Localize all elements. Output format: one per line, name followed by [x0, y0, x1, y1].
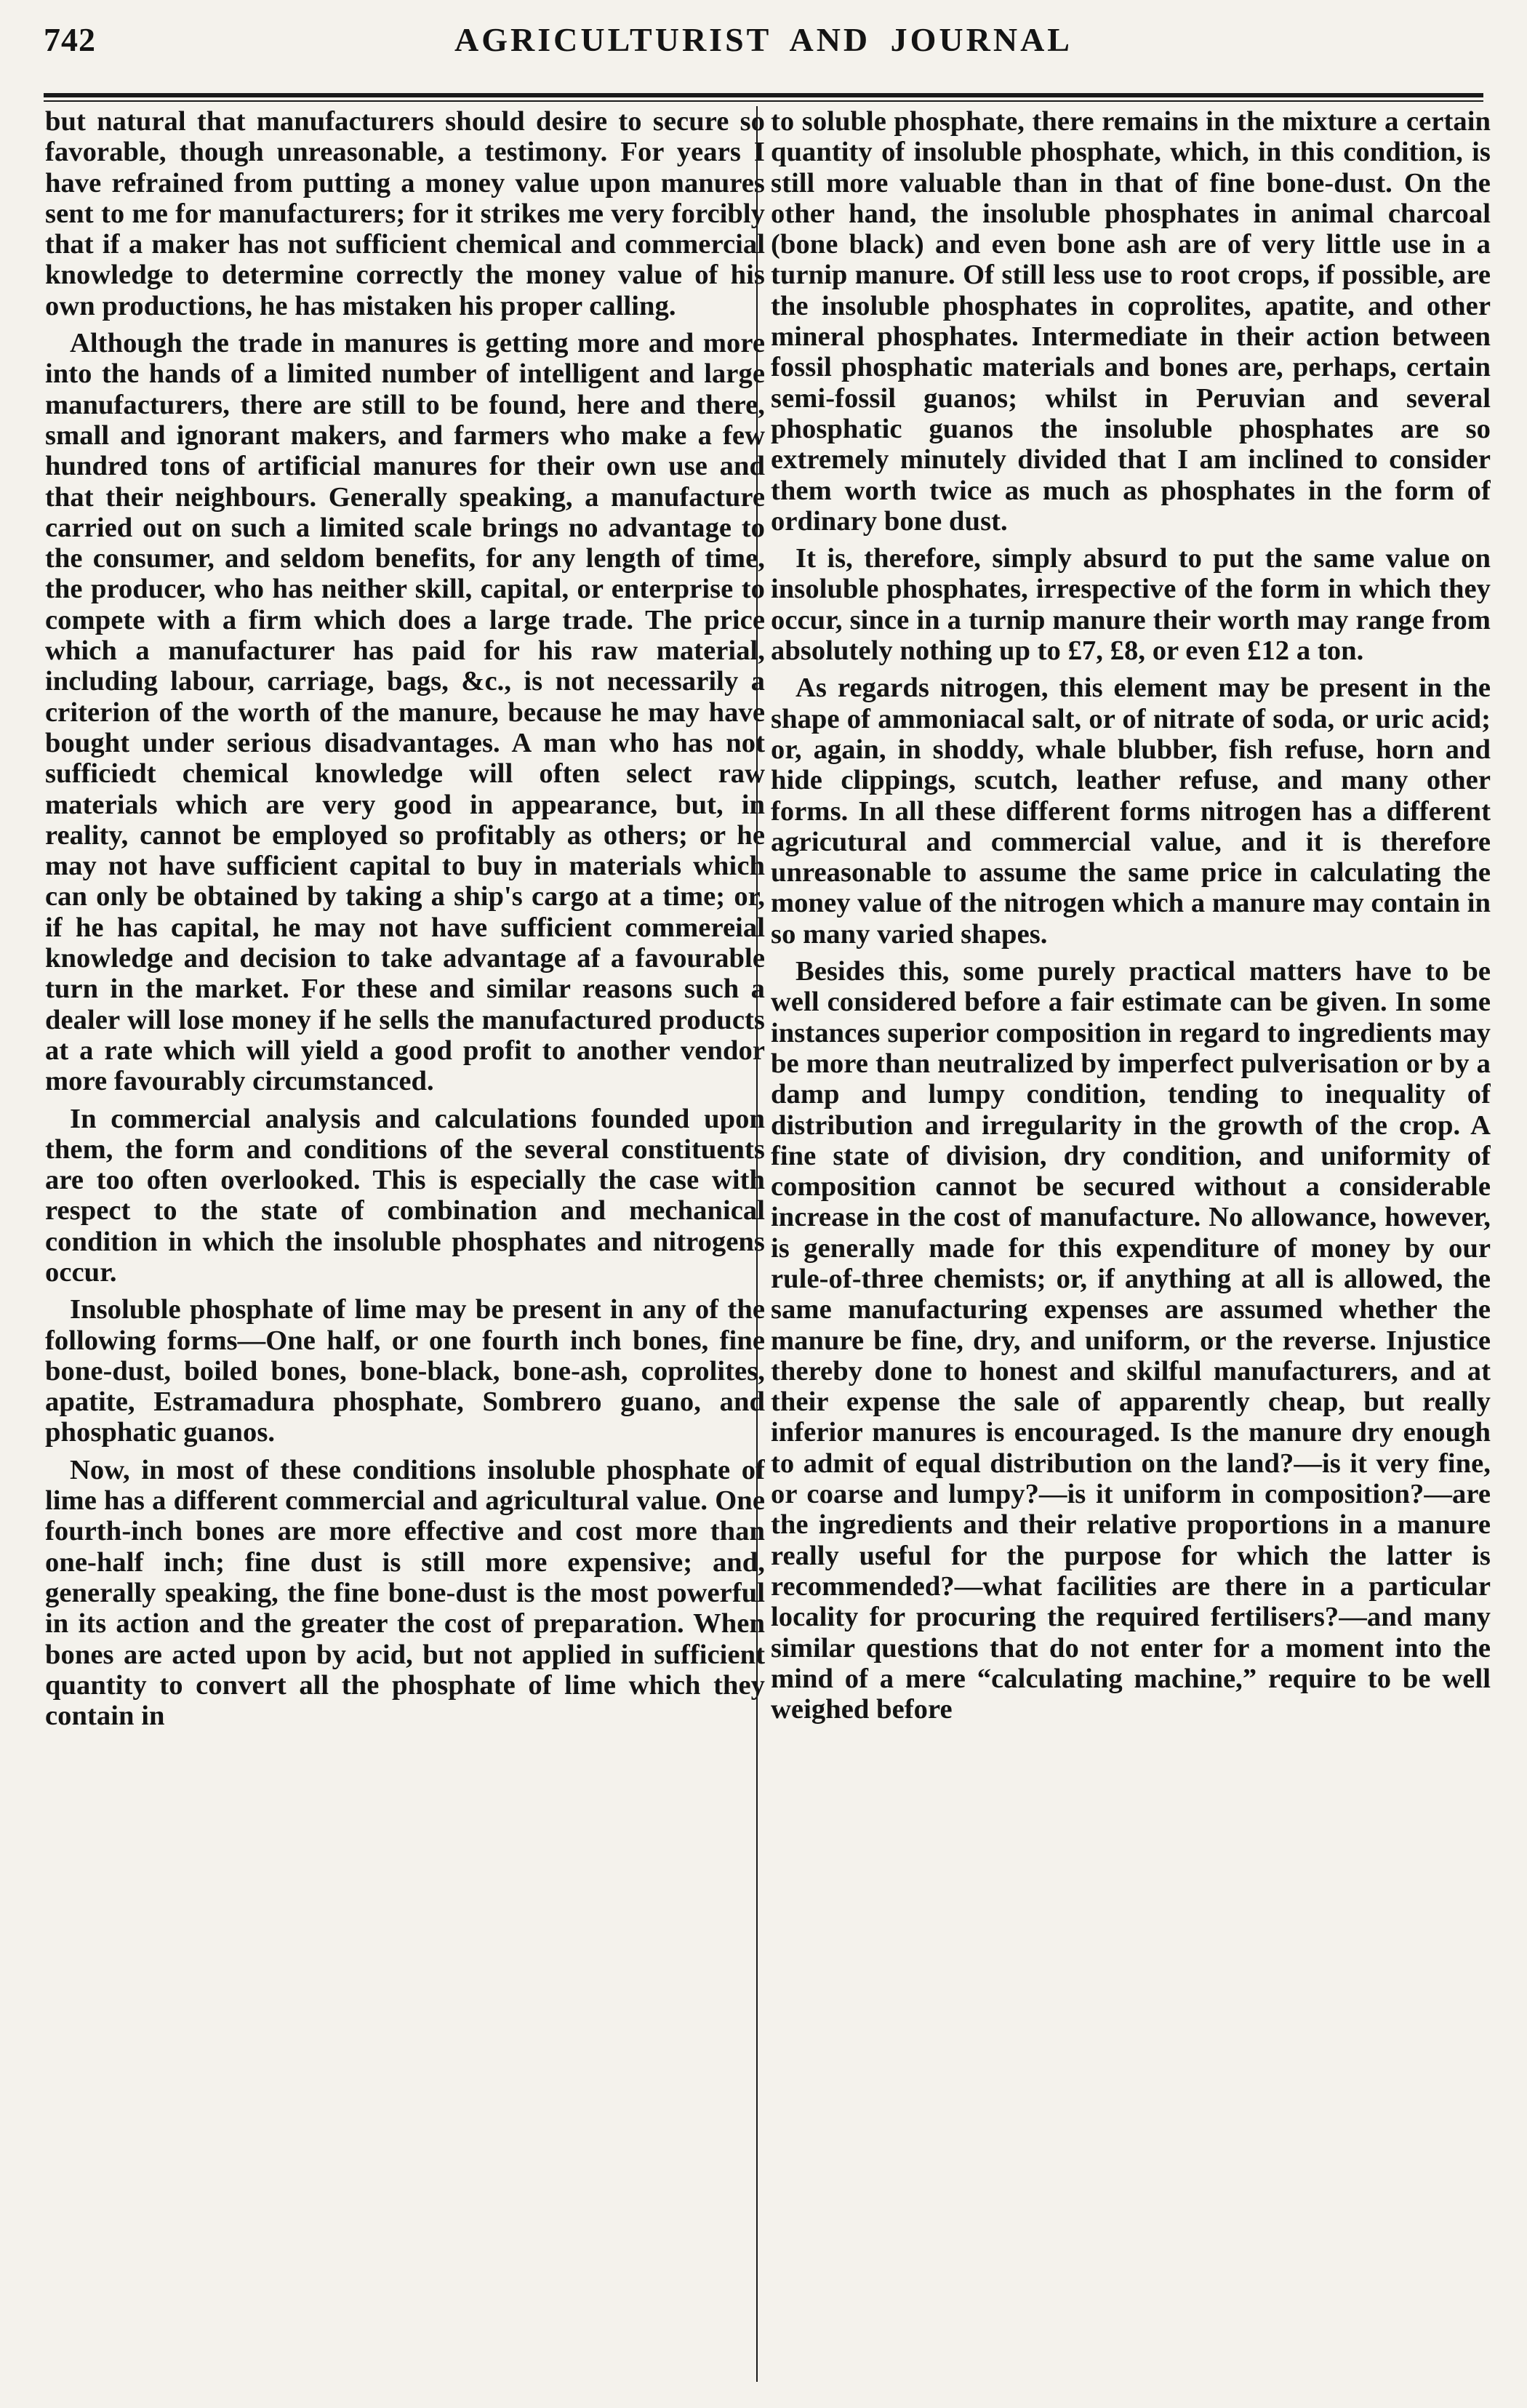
header-rule: [44, 93, 1483, 102]
paragraph: Insoluble phosphate of lime may be present in any of the following forms—One half, or one fourth inch bones, fine bone-dust, boiled bones, bone-black, bone-ash, coprolites, apatite, Estramadura phosphate, Sombrero guano, and phosphatic guanos.: [45, 1294, 765, 1448]
right-column: [771, 106, 1491, 2389]
paragraph: Besides this, some purely practical matters have to be well considered before a fair estimate can be given. In some instances superior composition in regard to ingredients may be more than neutralized by imperfect pulverisation or by a damp and lumpy condition, tending to inequality of distribution and irregularity in the growth of the crop. A fine state of division, dry condition, and uniformity of composition cannot be secured without a considerable increase in the cost of manufacture. No allowance, however, is generally made for this expenditure of money by our rule-of-three chemists; or, if anything at all is allowed, the same manufacturing expenses are assumed whether the manure be fine, dry, and uniform, or the reverse. Injustice thereby done to honest and skilful manufacturers, and at their expense the sale of apparently cheap, but really inferior manures is encouraged. Is the manure dry enough to admit of equal distribution on the land?—is it very fine, or coarse and lumpy?—is it uniform in composition?—are the ingredients and their relative proportions in a manure really useful for the purpose for which the latter is recommended?—what facilities are there in a particular locality for procuring the required fertilisers?—and many similar questions that do not enter for a moment into the mind of a mere “calculating machine,” require to be well weighed before: [771, 956, 1491, 1725]
paragraph: As regards nitrogen, this element may be present in the shape of ammoniacal salt, or of nitrate of soda, or uric acid; or, again, in shoddy, whale blubber, fish refuse, horn and hide clippings, scutch, leather refuse, and many other forms. In all these different forms nitrogen has a different agricutural and commercial value, and it is therefore unreasonable to assume the same price in calculating the money value of the nitrogen which a manure may contain in so many varied shapes.: [771, 673, 1491, 950]
paragraph: It is, therefore, simply absurd to put the same value on insoluble phosphates, irrespective of the form in which they occur, since in a turnip manure their worth may range from absolutely nothing up to £7, £8, or even £12 a ton.: [771, 543, 1491, 667]
page-number: 742: [44, 21, 96, 58]
journal-title: AGRICULTURIST AND JOURNAL: [454, 21, 1073, 58]
column-divider: [756, 106, 758, 2382]
left-column: [45, 106, 765, 2389]
paragraph: Now, in most of these conditions insoluble phosphate of lime has a different commercial and agricultural value. One fourth-inch bones are more effective and cost more than one-half inch; fine dust is still more expensive; and, generally speaking, the fine bone-dust is the most powerful in its action and the greater the cost of preparation. When bones are acted upon by acid, but not applied in sufficient quantity to convert all the phosphate of lime which they contain in: [45, 1454, 765, 1732]
paragraph: In commercial analysis and calculations founded upon them, the form and conditions of the several constituents are too often overlooked. This is especially the case with respect to the state of combination and mechanical condition in which the insoluble phosphates and nitrogens occur.: [45, 1103, 765, 1288]
paragraph: to soluble phosphate, there remains in the mixture a certain quantity of insoluble phosphate, which, in this condition, is still more valuable than in that of fine bone-dust. On the other hand, the insoluble phosphates in animal charcoal (bone black) and even bone ash are of very little use in a turnip manure. Of still less use to root crops, if possible, are the insoluble phosphates in coprolites, apatite, and other mineral phosphates. Intermediate in their action between fossil phosphatic materials and bones are, perhaps, certain semi-fossil guanos; whilst in Peruvian and several phosphatic guanos the insoluble phosphates are so extremely minutely divided that I am inclined to consider them worth twice as much as phosphates in the form of ordinary bone dust.: [771, 106, 1491, 537]
paragraph: Although the trade in manures is getting more and more into the hands of a limited number of intelligent and large manufacturers, there are still to be found, here and there, small and ignorant makers, and farmers who make a few hundred tons of artificial manures for their own use and that their neighbours. Generally speaking, a manufacture carried out on such a limited scale brings no advantage to the consumer, and seldom benefits, for any length of time, the producer, who has neither skill, capital, or enterprise to compete with a firm which does a large trade. The price which a manufacturer has paid for his raw material, including labour, carriage, bags, &c., is not necessarily a criterion of the worth of the manure, because he may have bought under serious disadvantages. A man who has not sufficiedt chemical knowledge will often select raw materials which are very good in appearance, but, in reality, cannot be employed so profitably as others; or he may not have sufficient capital to buy in materials which can only be obtained by taking a ship's cargo at a time; or, if he has capital, he may not have sufficient commereial knowledge and decision to take advantage af a favourable turn in the market. For these and similar reasons such a dealer will lose money if he sells the manufactured products at a rate which will yield a good profit to another vendor more favourably circumstanced.: [45, 328, 765, 1097]
running-head: [44, 20, 1483, 71]
paragraph: but natural that manufacturers should desire to secure so favorable, though unreasonable, a testimony. For years I have refrained from putting a money value upon manures sent to me for manufacturers; for it strikes me very forcibly that if a maker has not sufficient chemical and commercial knowledge to determine correctly the money value of his own productions, he has mistaken his proper calling.: [45, 106, 765, 321]
